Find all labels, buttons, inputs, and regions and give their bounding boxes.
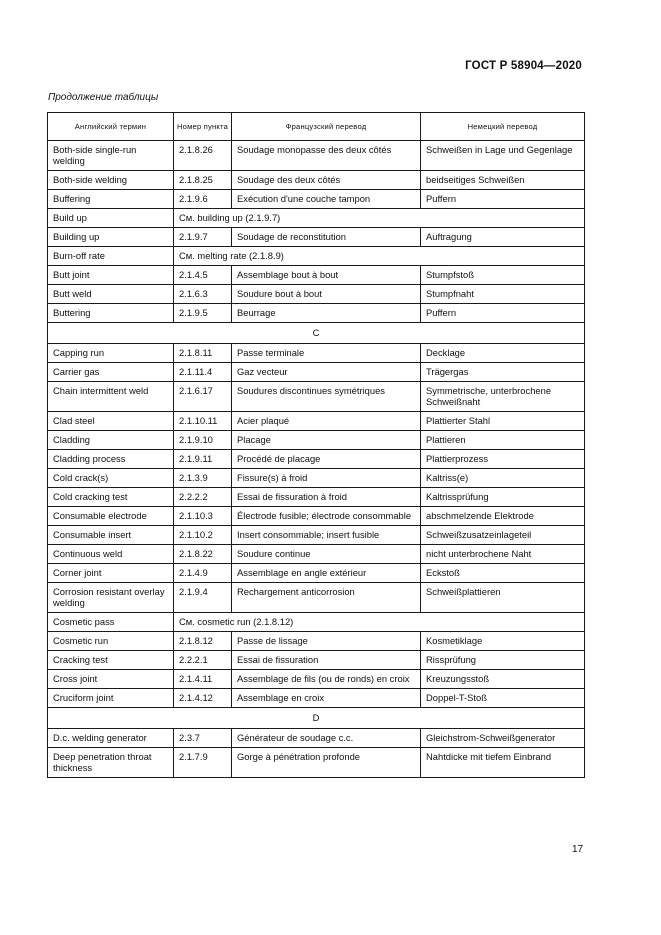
english-term-cell: Capping run: [48, 344, 174, 363]
item-number-cell: 2.1.4.11: [174, 670, 232, 689]
table-row: [48, 748, 585, 778]
german-translation-cell: Stumpfstoß: [421, 266, 585, 285]
table-row: [48, 583, 585, 613]
german-translation-cell: Plattieren: [421, 431, 585, 450]
french-translation-cell: Gaz vecteur: [232, 363, 421, 382]
german-translation-cell: Kaltriss(e): [421, 469, 585, 488]
german-translation-cell: Decklage: [421, 344, 585, 363]
table-row: [48, 363, 585, 382]
table-row: [48, 141, 585, 171]
item-number-cell: 2.1.9.6: [174, 190, 232, 209]
french-translation-cell: Assemblage en croix: [232, 689, 421, 708]
table-row: [48, 382, 585, 412]
table-row: [48, 209, 585, 228]
french-translation-cell: Soudure bout à bout: [232, 285, 421, 304]
table-row: [48, 564, 585, 583]
french-translation-cell: Générateur de soudage c.c.: [232, 729, 421, 748]
table-row: [48, 285, 585, 304]
item-number-cell: 2.1.4.5: [174, 266, 232, 285]
english-term-cell: Cold crack(s): [48, 469, 174, 488]
column-header-french: Французский перевод: [232, 113, 421, 141]
item-number-cell: 2.1.9.10: [174, 431, 232, 450]
french-translation-cell: Électrode fusible; électrode consommable: [232, 507, 421, 526]
terms-table: [47, 112, 585, 778]
french-translation-cell: Gorge à pénétration profonde: [232, 748, 421, 778]
cross-reference-cell: См. cosmetic run (2.1.8.12): [174, 613, 585, 632]
english-term-cell: Buffering: [48, 190, 174, 209]
german-translation-cell: nicht unterbrochene Naht: [421, 545, 585, 564]
item-number-cell: 2.1.10.3: [174, 507, 232, 526]
column-header-german: Немецкий перевод: [421, 113, 585, 141]
german-translation-cell: Symmetrische, unterbrochene Schweißnaht: [421, 382, 585, 412]
german-translation-cell: Kosmetiklage: [421, 632, 585, 651]
english-term-cell: Cladding process: [48, 450, 174, 469]
english-term-cell: Butt weld: [48, 285, 174, 304]
table-row: [48, 613, 585, 632]
table-row: [48, 431, 585, 450]
table-row: [48, 450, 585, 469]
german-translation-cell: Auftragung: [421, 228, 585, 247]
table-row: [48, 412, 585, 431]
french-translation-cell: Soudure continue: [232, 545, 421, 564]
item-number-cell: 2.1.3.9: [174, 469, 232, 488]
english-term-cell: Continuous weld: [48, 545, 174, 564]
english-term-cell: Burn-off rate: [48, 247, 174, 266]
item-number-cell: 2.1.11.4: [174, 363, 232, 382]
item-number-cell: 2.1.4.12: [174, 689, 232, 708]
german-translation-cell: Nahtdicke mit tiefem Einbrand: [421, 748, 585, 778]
column-header-english: Английский термин: [48, 113, 174, 141]
section-letter: C: [48, 323, 585, 344]
english-term-cell: Cruciform joint: [48, 689, 174, 708]
english-term-cell: Buttering: [48, 304, 174, 323]
german-translation-cell: Plattierter Stahl: [421, 412, 585, 431]
french-translation-cell: Assemblage de fils (ou de ronds) en croix: [232, 670, 421, 689]
table-row: [48, 304, 585, 323]
french-translation-cell: Essai de fissuration à froid: [232, 488, 421, 507]
page-number: 17: [572, 844, 584, 855]
english-term-cell: Butt joint: [48, 266, 174, 285]
table-row: [48, 344, 585, 363]
english-term-cell: Clad steel: [48, 412, 174, 431]
table-continuation-caption: Продолжение таблицы: [48, 92, 159, 103]
item-number-cell: 2.1.8.12: [174, 632, 232, 651]
german-translation-cell: Gleichstrom-Schweißgenerator: [421, 729, 585, 748]
english-term-cell: Both-side welding: [48, 171, 174, 190]
table-row: [48, 729, 585, 748]
french-translation-cell: Exécution d'une couche tampon: [232, 190, 421, 209]
table-header-row: [48, 113, 585, 141]
english-term-cell: Cosmetic pass: [48, 613, 174, 632]
table-row: [48, 266, 585, 285]
english-term-cell: Carrier gas: [48, 363, 174, 382]
french-translation-cell: Placage: [232, 431, 421, 450]
table-row: [48, 228, 585, 247]
english-term-cell: Cracking test: [48, 651, 174, 670]
section-letter: D: [48, 708, 585, 729]
french-translation-cell: Soudage des deux côtés: [232, 171, 421, 190]
german-translation-cell: Kaltrissprüfung: [421, 488, 585, 507]
english-term-cell: Cladding: [48, 431, 174, 450]
german-translation-cell: Rissprüfung: [421, 651, 585, 670]
french-translation-cell: Procédé de placage: [232, 450, 421, 469]
german-translation-cell: Schweißen in Lage und Gegenlage: [421, 141, 585, 171]
german-translation-cell: abschmelzende Elektrode: [421, 507, 585, 526]
table-row: [48, 689, 585, 708]
german-translation-cell: Puffern: [421, 190, 585, 209]
french-translation-cell: Rechargement anticorrosion: [232, 583, 421, 613]
french-translation-cell: Beurrage: [232, 304, 421, 323]
item-number-cell: 2.1.6.17: [174, 382, 232, 412]
french-translation-cell: Passe de lissage: [232, 632, 421, 651]
item-number-cell: 2.1.8.22: [174, 545, 232, 564]
item-number-cell: 2.1.4.9: [174, 564, 232, 583]
item-number-cell: 2.1.8.25: [174, 171, 232, 190]
german-translation-cell: Eckstoß: [421, 564, 585, 583]
english-term-cell: Cosmetic run: [48, 632, 174, 651]
section-letter-row: [48, 708, 585, 729]
german-translation-cell: Doppel-T-Stoß: [421, 689, 585, 708]
german-translation-cell: Kreuzungsstoß: [421, 670, 585, 689]
french-translation-cell: Assemblage en angle extérieur: [232, 564, 421, 583]
english-term-cell: Consumable insert: [48, 526, 174, 545]
english-term-cell: Chain intermittent weld: [48, 382, 174, 412]
german-translation-cell: Stumpfnaht: [421, 285, 585, 304]
french-translation-cell: Acier plaqué: [232, 412, 421, 431]
english-term-cell: D.c. welding generator: [48, 729, 174, 748]
french-translation-cell: Insert consommable; insert fusible: [232, 526, 421, 545]
cross-reference-cell: См. building up (2.1.9.7): [174, 209, 585, 228]
french-translation-cell: Soudage de reconstitution: [232, 228, 421, 247]
english-term-cell: Deep penetration throat thickness: [48, 748, 174, 778]
french-translation-cell: Soudures discontinues symétriques: [232, 382, 421, 412]
german-translation-cell: Plattierprozess: [421, 450, 585, 469]
item-number-cell: 2.1.7.9: [174, 748, 232, 778]
english-term-cell: Cross joint: [48, 670, 174, 689]
section-letter-row: [48, 323, 585, 344]
english-term-cell: Building up: [48, 228, 174, 247]
item-number-cell: 2.1.9.11: [174, 450, 232, 469]
column-header-item-number: Номер пункта: [174, 113, 232, 141]
german-translation-cell: beidseitiges Schweißen: [421, 171, 585, 190]
item-number-cell: 2.2.2.2: [174, 488, 232, 507]
german-translation-cell: Schweißzusatzeinlageteil: [421, 526, 585, 545]
table-row: [48, 247, 585, 266]
item-number-cell: 2.1.10.2: [174, 526, 232, 545]
english-term-cell: Cold cracking test: [48, 488, 174, 507]
german-translation-cell: Schweißplattieren: [421, 583, 585, 613]
table-row: [48, 632, 585, 651]
table-row: [48, 469, 585, 488]
german-translation-cell: Trägergas: [421, 363, 585, 382]
cross-reference-cell: См. melting rate (2.1.8.9): [174, 247, 585, 266]
item-number-cell: 2.3.7: [174, 729, 232, 748]
french-translation-cell: Assemblage bout à bout: [232, 266, 421, 285]
table-row: [48, 670, 585, 689]
english-term-cell: Corner joint: [48, 564, 174, 583]
english-term-cell: Build up: [48, 209, 174, 228]
standard-code: ГОСТ Р 58904—2020: [465, 60, 582, 72]
item-number-cell: 2.1.10.11: [174, 412, 232, 431]
french-translation-cell: Soudage monopasse des deux côtés: [232, 141, 421, 171]
table-row: [48, 488, 585, 507]
item-number-cell: 2.1.9.7: [174, 228, 232, 247]
item-number-cell: 2.2.2.1: [174, 651, 232, 670]
table-row: [48, 171, 585, 190]
item-number-cell: 2.1.9.4: [174, 583, 232, 613]
table-row: [48, 190, 585, 209]
item-number-cell: 2.1.9.5: [174, 304, 232, 323]
english-term-cell: Corrosion resistant overlay welding: [48, 583, 174, 613]
english-term-cell: Consumable electrode: [48, 507, 174, 526]
table-row: [48, 651, 585, 670]
table-row: [48, 545, 585, 564]
german-translation-cell: Puffern: [421, 304, 585, 323]
english-term-cell: Both-side single-run welding: [48, 141, 174, 171]
table-row: [48, 507, 585, 526]
table-body: [48, 141, 585, 778]
french-translation-cell: Fissure(s) à froid: [232, 469, 421, 488]
item-number-cell: 2.1.6.3: [174, 285, 232, 304]
french-translation-cell: Passe terminale: [232, 344, 421, 363]
french-translation-cell: Essai de fissuration: [232, 651, 421, 670]
table-row: [48, 526, 585, 545]
item-number-cell: 2.1.8.26: [174, 141, 232, 171]
item-number-cell: 2.1.8.11: [174, 344, 232, 363]
